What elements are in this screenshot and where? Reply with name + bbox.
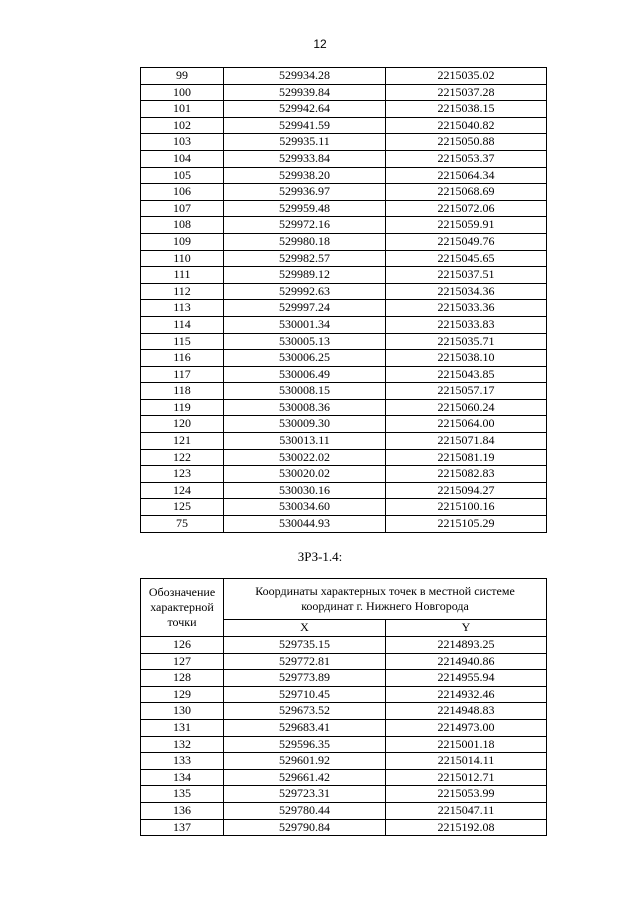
y-coordinate-cell: 2215043.85 [386,366,547,383]
y-coordinate-cell: 2215082.83 [386,466,547,483]
x-coordinate-cell: 529601.92 [224,753,386,770]
point-number-cell: 107 [141,200,224,217]
x-coordinate-cell: 529997.24 [224,300,386,317]
x-coordinate-cell: 530006.25 [224,350,386,367]
y-coordinate-cell: 2215037.28 [386,84,547,101]
x-coordinate-cell: 529992.63 [224,283,386,300]
x-coordinate-cell: 530001.34 [224,316,386,333]
x-coordinate-cell: 529723.31 [224,786,386,803]
point-number-cell: 129 [141,686,224,703]
header-x: X [224,619,386,636]
table-row [141,366,547,383]
point-number-cell: 134 [141,769,224,786]
y-coordinate-cell: 2214940.86 [386,653,547,670]
point-number-cell: 122 [141,449,224,466]
point-number-cell: 120 [141,416,224,433]
x-coordinate-cell: 529938.20 [224,167,386,184]
table-row [141,300,547,317]
point-number-cell: 115 [141,333,224,350]
header-point-designation: Обозначение характерной точки [141,579,224,637]
x-coordinate-cell: 529780.44 [224,802,386,819]
point-number-cell: 123 [141,466,224,483]
point-number-cell: 132 [141,736,224,753]
x-coordinate-cell: 529773.89 [224,670,386,687]
x-coordinate-cell: 530008.36 [224,399,386,416]
table-row [141,68,547,85]
x-coordinate-cell: 529710.45 [224,686,386,703]
point-number-cell: 102 [141,117,224,134]
table1-body [141,68,547,533]
point-number-cell: 130 [141,703,224,720]
table-row [141,516,547,533]
x-coordinate-cell: 529661.42 [224,769,386,786]
x-coordinate-cell: 530013.11 [224,433,386,450]
point-number-cell: 100 [141,84,224,101]
point-number-cell: 128 [141,670,224,687]
coordinates-table-zrz-1-4 [140,578,547,836]
x-coordinate-cell: 529596.35 [224,736,386,753]
table-row [141,482,547,499]
y-coordinate-cell: 2215064.00 [386,416,547,433]
table-row [141,466,547,483]
page-number: 12 [313,37,327,51]
point-number-cell: 112 [141,283,224,300]
point-number-cell: 101 [141,101,224,118]
table-row [141,449,547,466]
point-number-cell: 116 [141,350,224,367]
point-number-cell: 108 [141,217,224,234]
y-coordinate-cell: 2215037.51 [386,267,547,284]
y-coordinate-cell: 2215094.27 [386,482,547,499]
x-coordinate-cell: 530020.02 [224,466,386,483]
table-row [141,686,547,703]
table-row [141,719,547,736]
y-coordinate-cell: 2215038.10 [386,350,547,367]
x-coordinate-cell: 529939.84 [224,84,386,101]
table-row [141,250,547,267]
x-coordinate-cell: 529980.18 [224,233,386,250]
y-coordinate-cell: 2215038.15 [386,101,547,118]
table-row [141,416,547,433]
x-coordinate-cell: 529935.11 [224,134,386,151]
table-row [141,233,547,250]
y-coordinate-cell: 2214955.94 [386,670,547,687]
point-number-cell: 127 [141,653,224,670]
point-number-cell: 75 [141,516,224,533]
point-number-cell: 117 [141,366,224,383]
x-coordinate-cell: 529942.64 [224,101,386,118]
x-coordinate-cell: 529941.59 [224,117,386,134]
y-coordinate-cell: 2215064.34 [386,167,547,184]
y-coordinate-cell: 2215034.36 [386,283,547,300]
point-number-cell: 114 [141,316,224,333]
x-coordinate-cell: 529790.84 [224,819,386,836]
point-number-cell: 106 [141,184,224,201]
y-coordinate-cell: 2215014.11 [386,753,547,770]
x-coordinate-cell: 529972.16 [224,217,386,234]
y-coordinate-cell: 2215040.82 [386,117,547,134]
table-row [141,316,547,333]
table-row [141,786,547,803]
y-coordinate-cell: 2215047.11 [386,802,547,819]
y-coordinate-cell: 2214932.46 [386,686,547,703]
y-coordinate-cell: 2215033.36 [386,300,547,317]
section-label: ЗРЗ-1.4: [297,549,343,564]
table-row [141,84,547,101]
y-coordinate-cell: 2215100.16 [386,499,547,516]
x-coordinate-cell: 530044.93 [224,516,386,533]
table-row [141,283,547,300]
x-coordinate-cell: 529683.41 [224,719,386,736]
point-number-cell: 99 [141,68,224,85]
table-row [141,101,547,118]
x-coordinate-cell: 529772.81 [224,653,386,670]
y-coordinate-cell: 2215053.99 [386,786,547,803]
y-coordinate-cell: 2215059.91 [386,217,547,234]
x-coordinate-cell: 530005.13 [224,333,386,350]
x-coordinate-cell: 530022.02 [224,449,386,466]
point-number-cell: 124 [141,482,224,499]
x-coordinate-cell: 530030.16 [224,482,386,499]
table-row [141,167,547,184]
table-row [141,653,547,670]
header-coordinates: Координаты характерных точек в местной системе координат г. Нижнего Новгорода [224,579,547,620]
table-row [141,383,547,400]
x-coordinate-cell: 529959.48 [224,200,386,217]
table-row [141,333,547,350]
point-number-cell: 126 [141,637,224,654]
y-coordinate-cell: 2215050.88 [386,134,547,151]
point-number-cell: 131 [141,719,224,736]
y-coordinate-cell: 2214973.00 [386,719,547,736]
table-row [141,399,547,416]
table-row [141,637,547,654]
x-coordinate-cell: 529735.15 [224,637,386,654]
coordinates-table-continued [140,67,547,533]
point-number-cell: 118 [141,383,224,400]
point-number-cell: 136 [141,802,224,819]
x-coordinate-cell: 529934.28 [224,68,386,85]
point-number-cell: 113 [141,300,224,317]
table-row [141,703,547,720]
table-row [141,433,547,450]
point-number-cell: 105 [141,167,224,184]
x-coordinate-cell: 529936.97 [224,184,386,201]
point-number-cell: 121 [141,433,224,450]
point-number-cell: 119 [141,399,224,416]
y-coordinate-cell: 2215012.71 [386,769,547,786]
y-coordinate-cell: 2215001.18 [386,736,547,753]
x-coordinate-cell: 530008.15 [224,383,386,400]
x-coordinate-cell: 530009.30 [224,416,386,433]
table-row [141,670,547,687]
point-number-cell: 125 [141,499,224,516]
y-coordinate-cell: 2215060.24 [386,399,547,416]
table-row [141,819,547,836]
table-row [141,753,547,770]
point-number-cell: 104 [141,150,224,167]
y-coordinate-cell: 2215035.71 [386,333,547,350]
y-coordinate-cell: 2214893.25 [386,637,547,654]
y-coordinate-cell: 2215072.06 [386,200,547,217]
table-row [141,736,547,753]
table-row [141,134,547,151]
y-coordinate-cell: 2215033.83 [386,316,547,333]
y-coordinate-cell: 2215081.19 [386,449,547,466]
header-y: Y [386,619,547,636]
y-coordinate-cell: 2215071.84 [386,433,547,450]
table-row [141,499,547,516]
table2-body [141,637,547,836]
y-coordinate-cell: 2215192.08 [386,819,547,836]
table-row [141,200,547,217]
point-number-cell: 133 [141,753,224,770]
table-row [141,184,547,201]
point-number-cell: 135 [141,786,224,803]
table-row [141,150,547,167]
x-coordinate-cell: 529673.52 [224,703,386,720]
y-coordinate-cell: 2215105.29 [386,516,547,533]
table-row [141,117,547,134]
table-row [141,217,547,234]
point-number-cell: 110 [141,250,224,267]
y-coordinate-cell: 2215053.37 [386,150,547,167]
point-number-cell: 137 [141,819,224,836]
y-coordinate-cell: 2215035.02 [386,68,547,85]
point-number-cell: 111 [141,267,224,284]
x-coordinate-cell: 530034.60 [224,499,386,516]
table2-header [141,579,547,637]
table-row [141,350,547,367]
point-number-cell: 109 [141,233,224,250]
y-coordinate-cell: 2215049.76 [386,233,547,250]
y-coordinate-cell: 2214948.83 [386,703,547,720]
point-number-cell: 103 [141,134,224,151]
x-coordinate-cell: 529989.12 [224,267,386,284]
x-coordinate-cell: 529933.84 [224,150,386,167]
y-coordinate-cell: 2215057.17 [386,383,547,400]
table-row [141,267,547,284]
x-coordinate-cell: 529982.57 [224,250,386,267]
x-coordinate-cell: 530006.49 [224,366,386,383]
table-row [141,802,547,819]
y-coordinate-cell: 2215045.65 [386,250,547,267]
y-coordinate-cell: 2215068.69 [386,184,547,201]
table-row [141,769,547,786]
